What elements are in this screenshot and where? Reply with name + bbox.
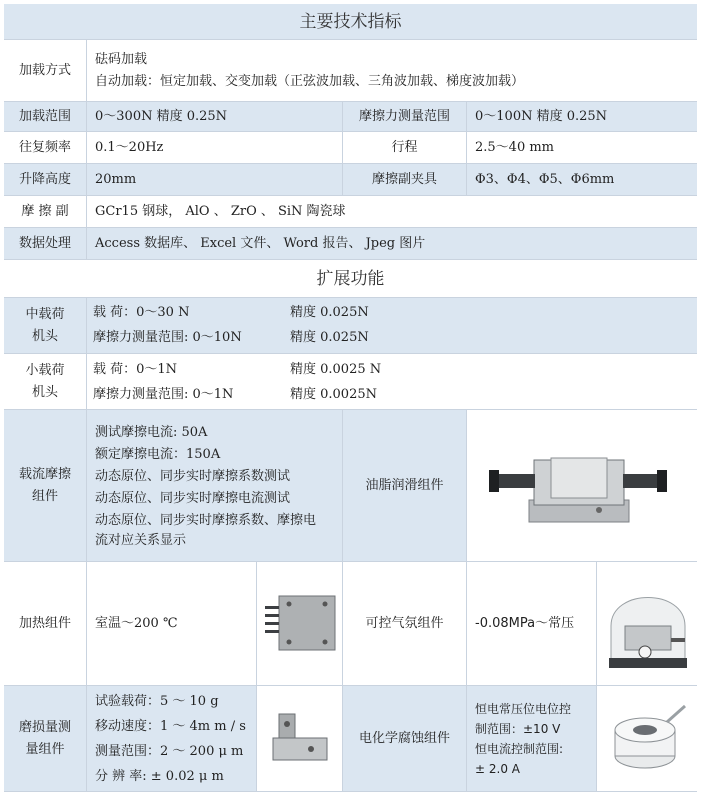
- row-label: 加载方式: [4, 40, 87, 101]
- row-value: Access 数据库、 Excel 文件、 Word 报告、 Jpeg 图片: [95, 235, 426, 251]
- row-lift-height: [4, 164, 697, 196]
- row-value: 0～300N 精度 0.25N: [87, 102, 343, 131]
- section-title-bar: [4, 260, 697, 298]
- row-label-2: 行程: [343, 132, 467, 163]
- label-line-2: 机头: [31, 384, 58, 400]
- row-heating: [4, 562, 697, 686]
- electrochem-spec: [467, 686, 597, 791]
- spec-item: 测试摩擦电流: 50A: [95, 424, 208, 440]
- row-label: 往复频率: [4, 132, 87, 163]
- row-label: [4, 686, 87, 791]
- wear-spec-list: [87, 686, 257, 791]
- row-label-2: 摩擦力测量范围: [343, 102, 467, 131]
- row-label: 加载范围: [4, 102, 87, 131]
- wear-sensor-photo: [257, 686, 343, 791]
- row-load-range: [4, 102, 697, 132]
- electrochem-cell-image: [607, 700, 689, 780]
- spec-item: 额定摩擦电流：150A: [95, 446, 221, 462]
- row-label-2: 电化学腐蚀组件: [343, 686, 467, 791]
- wear-sensor-image: [267, 708, 333, 768]
- spec-line: 制范围：±10 V: [475, 721, 561, 736]
- precision-value: 精度 0.025N: [290, 330, 369, 345]
- row-value: 20mm: [87, 164, 343, 195]
- row-value: 0.1～20Hz: [87, 132, 343, 163]
- row-label: 加热组件: [4, 562, 87, 685]
- row-friction-pair: [4, 196, 697, 228]
- row-wear-measurement: [4, 686, 697, 792]
- row-label-2: 可控气氛组件: [343, 562, 467, 685]
- row-label: 升降高度: [4, 164, 87, 195]
- row-mid-load-head: [4, 298, 697, 354]
- spec-item: 试验载荷：5 ～ 10 g: [95, 693, 219, 709]
- row-label: 摩 擦 副: [4, 196, 87, 227]
- row-value: 室温～200 ℃: [87, 562, 257, 685]
- label-line-2: 量组件: [25, 741, 65, 757]
- grease-module-image: [489, 440, 669, 535]
- load-value: 载 荷：0～30 N: [93, 305, 190, 320]
- row-value-2: -0.08MPa～常压: [467, 562, 597, 685]
- section-title: 主要技术指标: [299, 11, 402, 32]
- spec-item: 动态原位、同步实时摩擦系数、摩擦电: [95, 512, 317, 528]
- value-line-1: 砝码加载: [95, 51, 148, 67]
- spec-item: 分 辨 率: ± 0.02 μ m: [95, 768, 224, 784]
- spec-item: 移动速度：1 ～ 4m m / s: [95, 718, 246, 734]
- label-line-1: 载流摩擦: [18, 466, 71, 482]
- row-value: GCr15 钢球， AlO 、 ZrO 、 SiN 陶瓷球: [95, 203, 346, 219]
- label-line-1: 小载荷: [25, 362, 65, 378]
- friction-range-value: 摩擦力测量范围: 0～1N: [93, 387, 234, 402]
- grease-module-photo: [467, 410, 697, 561]
- friction-range-value: 摩擦力测量范围: 0～10N: [93, 330, 242, 345]
- row-label-2: 摩擦副夹具: [343, 164, 467, 195]
- row-loading-mode: [4, 40, 697, 102]
- spec-item: 流对应关系显示: [95, 532, 187, 548]
- row-label: [4, 298, 87, 353]
- heater-photo: [257, 562, 343, 685]
- electrochem-photo: [597, 686, 697, 791]
- row-label: 数据处理: [4, 228, 87, 259]
- row-value-2: 2.5～40 mm: [475, 139, 555, 155]
- section-title: 扩展功能: [316, 268, 385, 289]
- spec-line: ± 2.0 A: [475, 761, 520, 776]
- row-frequency: [4, 132, 697, 164]
- label-line-1: 中载荷: [25, 306, 65, 322]
- precision-value: 精度 0.0025 N: [290, 362, 382, 377]
- row-label: [4, 354, 87, 409]
- spec-item: 动态原位、同步实时摩擦电流测试: [95, 490, 291, 506]
- spec-item: 动态原位、同步实时摩擦系数测试: [95, 468, 291, 484]
- spec-item: 测量范围：2 ～ 200 μ m: [95, 743, 244, 759]
- row-small-load-head: [4, 354, 697, 410]
- atmosphere-chamber-image: [605, 568, 691, 678]
- row-value-2: 0～100N 精度 0.25N: [475, 108, 608, 124]
- heater-image: [263, 592, 337, 654]
- row-data-processing: [4, 228, 697, 260]
- row-label: [4, 410, 87, 561]
- row-value-2: Φ3、Φ4、Φ5、Φ6mm: [475, 171, 615, 187]
- spec-line: 恒电常压位电位控: [475, 701, 572, 716]
- spec-line: 恒电流控制范围:: [475, 741, 564, 756]
- row-value: [87, 40, 697, 101]
- current-spec-list: [87, 410, 343, 561]
- atmosphere-photo: [597, 562, 697, 685]
- label-line-2: 机头: [31, 328, 58, 344]
- label-line-1: 磨损量测: [18, 719, 71, 735]
- value-line-2: 自动加载：恒定加载、交变加载（正弦波加载、三角波加载、梯度波加载）: [95, 73, 525, 89]
- row-current-module: [4, 410, 697, 562]
- row-label-2: 油脂润滑组件: [343, 410, 467, 561]
- precision-value: 精度 0.025N: [290, 305, 369, 320]
- load-value: 载 荷：0～1N: [93, 362, 178, 377]
- precision-value: 精度 0.0025N: [290, 387, 377, 402]
- label-line-2: 组件: [31, 488, 58, 504]
- section-title-bar: [4, 4, 697, 40]
